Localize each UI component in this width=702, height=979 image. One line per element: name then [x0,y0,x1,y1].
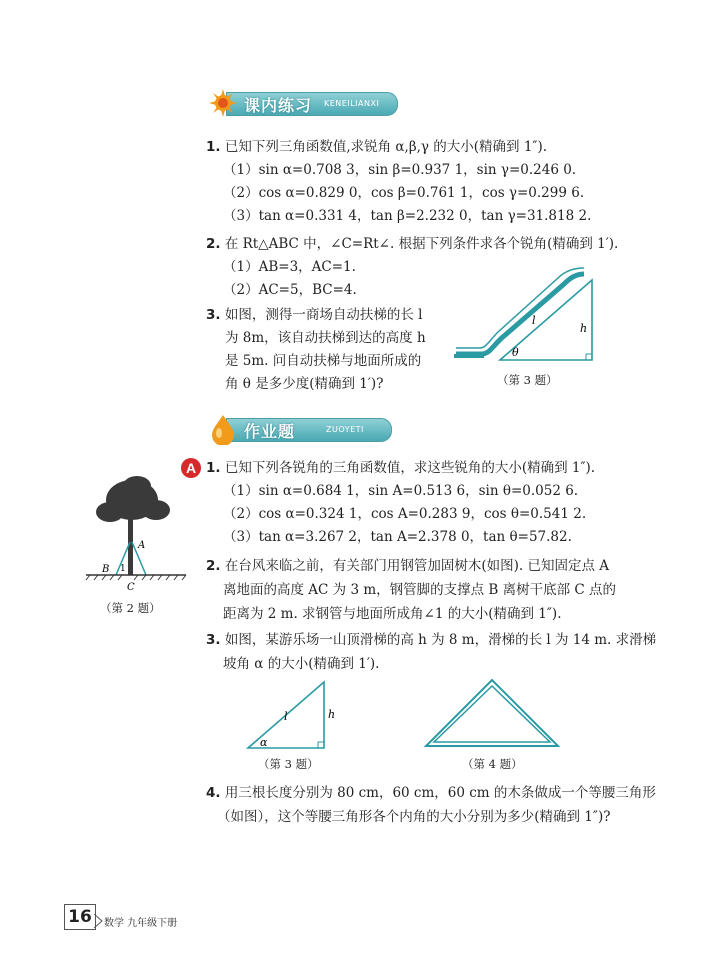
hw-problem-3-line-1: 3. 如图，某游乐场一山顶滑梯的高 h 为 8 m，滑梯的长 l 为 14 m. 求滑梯 [206,632,657,648]
label-alpha: α [260,736,268,749]
page-number: 16 [64,904,96,930]
label-angle-1: 1 [120,564,126,574]
label-theta: θ [512,346,519,359]
section-banner-homework [208,416,393,442]
section-title: 课内练习 [244,96,313,115]
problem-2-part-1: （1）AB=3，AC=1. [223,259,356,275]
tree-figure [82,470,192,600]
drop-icon [208,413,238,445]
label-h: h [580,322,588,335]
book-title: 数学 九年级下册 [104,918,178,929]
label-C: C [127,582,135,593]
problem-1-part-1: （1）sin α=0.708 3，sin β=0.937 1，sin γ=0.246 0. [223,162,577,178]
label-l: l [284,710,288,723]
figure-caption-3a: （第 3 题） [497,373,558,387]
hw-problem-1-stem: 1. 已知下列各锐角的三角函数值，求这些锐角的大小(精确到 1″). [206,460,596,476]
hw-problem-4-line-1: 4. 用三根长度分别为 80 cm，60 cm，60 cm 的木条做成一个等腰三角形 [206,785,656,801]
slide-figure [240,676,340,756]
section-banner-practice [208,90,400,116]
hw-problem-3-line-2: 坡角 α 的大小(精确到 1′). [223,656,380,672]
figure-caption-3b: （第 3 题） [258,757,319,771]
hw-problem-2-line-3: 距离为 2 m. 求钢管与地面所成角∠1 的大小(精确到 1″). [223,606,562,622]
hw-problem-2-line-2: 离地面的高度 AC 为 3 m，钢管脚的支撑点 B 离树干底部 C 点的 [223,582,617,598]
hw-problem-1-part-2: （2）cos α=0.324 1，cos A=0.283 9，cos θ=0.541 2. [223,506,587,522]
hw-problem-1-part-3: （3）tan α=3.267 2，tan A=2.378 0，tan θ=57.82. [223,529,572,545]
label-h: h [328,708,336,721]
problem-2-part-2: （2）AC=5，BC=4. [223,282,357,298]
problem-2-stem: 2. 在 Rt△ABC 中，∠C=Rt∠. 根据下列条件求各个锐角(精确到 1′). [206,236,619,252]
problem-3-line-1: 3. 如图，测得一商场自动扶梯的长 l [206,307,423,323]
problem-3-line-4: 角 θ 是多少度(精确到 1′)? [225,376,384,392]
hw-problem-1-part-1: （1）sin α=0.684 1，sin A=0.513 6，sin θ=0.052 6. [223,483,579,499]
problem-3-line-2: 为 8m，该自动扶梯到达的高度 h [225,330,426,346]
label-B: B [102,564,110,575]
label-A: A [138,540,146,551]
problem-3-line-3: 是 5m. 问自动扶梯与地面所成的 [225,353,422,369]
sun-icon [208,88,238,118]
hw-problem-2-line-1: 2. 在台风来临之前，有关部门用钢管加固树木(如图). 已知固定点 A [206,558,609,574]
section-subtitle: ZUOYETI [326,425,364,434]
hw-problem-4-line-2: （如图），这个等腰三角形各个内角的大小分别为多少(精确到 1″)? [217,809,611,825]
label-l: l [532,314,536,327]
section-title: 作业题 [244,422,296,441]
problem-1-stem: 1. 已知下列三角函数值,求锐角 α,β,γ 的大小(精确到 1″). [206,139,548,155]
svg-text:A: A [185,460,197,476]
isosceles-triangle-figure [420,674,564,752]
problem-1-part-2: （2）cos α=0.829 0，cos β=0.761 1，cos γ=0.299 6. [223,185,585,201]
figure-caption-4: （第 4 题） [462,757,523,771]
problem-1-part-3: （3）tan α=0.331 4，tan β=2.232 0，tan γ=31.818 2. [223,208,592,224]
section-subtitle: KENEILIANXI [324,99,380,108]
page-tab-icon [94,914,104,928]
figure-caption-2: （第 2 题） [100,601,161,615]
escalator-figure [452,262,612,372]
